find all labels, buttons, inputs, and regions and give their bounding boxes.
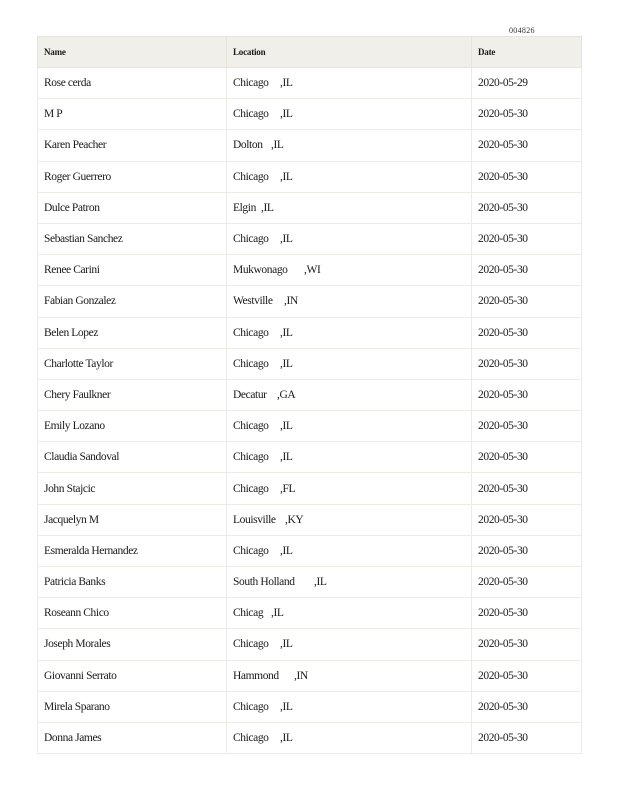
cell-location xyxy=(227,411,472,442)
location-city: Dolton xyxy=(233,139,263,152)
table-row xyxy=(38,192,582,223)
header-name: Name xyxy=(38,37,227,68)
table-row xyxy=(38,411,582,442)
cell-date: 2020-05-30 xyxy=(472,473,582,504)
location-separator: , xyxy=(280,482,283,495)
table-row xyxy=(38,535,582,566)
location-state: IN xyxy=(286,295,298,308)
location-state: IL xyxy=(282,170,293,183)
location-city: Decatur xyxy=(233,388,267,401)
document-id: 004826 xyxy=(509,26,535,35)
cell-name: Roger Guerrero xyxy=(38,161,227,192)
cell-name: John Stajcic xyxy=(38,473,227,504)
cell-location xyxy=(227,691,472,722)
location-city: Chicago xyxy=(233,732,269,745)
location-city: Chicago xyxy=(233,544,269,557)
location-city: Chicago xyxy=(233,700,269,713)
location-state: IN xyxy=(296,669,308,682)
table-body xyxy=(38,68,582,754)
cell-name: Patricia Banks xyxy=(38,567,227,598)
table-row xyxy=(38,286,582,317)
location-separator: , xyxy=(280,451,283,464)
cell-name: Renee Carini xyxy=(38,255,227,286)
cell-location xyxy=(227,504,472,535)
cell-name: M P xyxy=(38,99,227,130)
cell-date: 2020-05-30 xyxy=(472,442,582,473)
table-row xyxy=(38,317,582,348)
cell-location xyxy=(227,68,472,99)
cell-name: Dulce Patron xyxy=(38,192,227,223)
table-row xyxy=(38,722,582,753)
location-city: Chicago xyxy=(233,451,269,464)
location-state: GA xyxy=(279,388,296,401)
location-state: IL xyxy=(282,451,293,464)
location-city: Chicago xyxy=(233,420,269,433)
location-state: IL xyxy=(282,420,293,433)
table-row xyxy=(38,379,582,410)
cell-name: Sebastian Sanchez xyxy=(38,223,227,254)
table-row xyxy=(38,348,582,379)
cell-date: 2020-05-30 xyxy=(472,722,582,753)
cell-location xyxy=(227,286,472,317)
location-separator: , xyxy=(280,420,283,433)
location-city: Chicago xyxy=(233,170,269,183)
cell-date: 2020-05-30 xyxy=(472,660,582,691)
location-separator: , xyxy=(280,170,283,183)
location-state: IL xyxy=(282,77,293,90)
cell-name: Mirela Sparano xyxy=(38,691,227,722)
cell-location xyxy=(227,130,472,161)
table-row xyxy=(38,161,582,192)
location-separator: , xyxy=(280,700,283,713)
cell-name: Roseann Chico xyxy=(38,598,227,629)
location-state: IL xyxy=(263,201,274,214)
signature-table xyxy=(37,36,582,754)
location-city: Hammond xyxy=(233,669,279,682)
cell-location xyxy=(227,99,472,130)
cell-location xyxy=(227,722,472,753)
cell-name: Charlotte Taylor xyxy=(38,348,227,379)
cell-location xyxy=(227,598,472,629)
location-state: IL xyxy=(282,732,293,745)
location-separator: , xyxy=(261,201,264,214)
location-separator: , xyxy=(314,576,317,589)
cell-name: Emily Lozano xyxy=(38,411,227,442)
location-city: Chicago xyxy=(233,108,269,121)
location-city: South Holland xyxy=(233,576,295,589)
cell-name: Karen Peacher xyxy=(38,130,227,161)
location-separator: , xyxy=(271,607,274,620)
table-row xyxy=(38,504,582,535)
location-separator: , xyxy=(280,108,283,121)
location-city: Chicag xyxy=(233,607,264,620)
table-row xyxy=(38,598,582,629)
table-row xyxy=(38,660,582,691)
cell-location xyxy=(227,379,472,410)
cell-date: 2020-05-30 xyxy=(472,99,582,130)
location-separator: , xyxy=(277,388,280,401)
table-row xyxy=(38,629,582,660)
cell-date: 2020-05-30 xyxy=(472,130,582,161)
cell-name: Chery Faulkner xyxy=(38,379,227,410)
location-separator: , xyxy=(280,638,283,651)
table-row xyxy=(38,99,582,130)
cell-date: 2020-05-30 xyxy=(472,286,582,317)
cell-location xyxy=(227,473,472,504)
header-row xyxy=(38,37,582,68)
location-city: Louisville xyxy=(233,513,276,526)
location-separator: , xyxy=(285,513,288,526)
location-separator: , xyxy=(284,295,287,308)
location-city: Chicago xyxy=(233,326,269,339)
location-separator: , xyxy=(280,326,283,339)
location-city: Elgin xyxy=(233,201,256,214)
table-row xyxy=(38,255,582,286)
table-row xyxy=(38,130,582,161)
location-state: KY xyxy=(287,513,304,526)
location-state: IL xyxy=(282,108,293,121)
cell-date: 2020-05-30 xyxy=(472,598,582,629)
cell-date: 2020-05-30 xyxy=(472,161,582,192)
location-state: IL xyxy=(282,700,293,713)
table-row xyxy=(38,567,582,598)
cell-date: 2020-05-30 xyxy=(472,317,582,348)
location-state: IL xyxy=(316,576,327,589)
header-location: Location xyxy=(227,37,472,68)
location-city: Mukwonago xyxy=(233,264,288,277)
cell-location xyxy=(227,161,472,192)
cell-name: Belen Lopez xyxy=(38,317,227,348)
cell-name: Jacquelyn M xyxy=(38,504,227,535)
location-city: Chicago xyxy=(233,77,269,90)
location-state: IL xyxy=(273,139,284,152)
table-row xyxy=(38,442,582,473)
cell-date: 2020-05-30 xyxy=(472,411,582,442)
cell-date: 2020-05-30 xyxy=(472,504,582,535)
location-separator: , xyxy=(280,732,283,745)
location-state: IL xyxy=(282,357,293,370)
location-city: Chicago xyxy=(233,482,269,495)
location-separator: , xyxy=(304,264,307,277)
cell-location xyxy=(227,348,472,379)
cell-date: 2020-05-30 xyxy=(472,629,582,660)
cell-name: Joseph Morales xyxy=(38,629,227,660)
location-state: IL xyxy=(282,326,293,339)
cell-location xyxy=(227,660,472,691)
cell-date: 2020-05-30 xyxy=(472,192,582,223)
location-state: IL xyxy=(282,233,293,246)
cell-date: 2020-05-30 xyxy=(472,567,582,598)
location-separator: , xyxy=(271,139,274,152)
cell-date: 2020-05-30 xyxy=(472,535,582,566)
cell-location xyxy=(227,192,472,223)
location-separator: , xyxy=(280,233,283,246)
location-state: WI xyxy=(306,264,321,277)
location-city: Chicago xyxy=(233,357,269,370)
header-date: Date xyxy=(472,37,582,68)
location-state: IL xyxy=(282,544,293,557)
location-state: IL xyxy=(273,607,284,620)
table-row xyxy=(38,223,582,254)
cell-location xyxy=(227,567,472,598)
cell-date: 2020-05-30 xyxy=(472,379,582,410)
cell-location xyxy=(227,535,472,566)
location-city: Westville xyxy=(233,295,273,308)
location-state: FL xyxy=(282,482,296,495)
cell-location xyxy=(227,629,472,660)
cell-name: Fabian Gonzalez xyxy=(38,286,227,317)
cell-name: Giovanni Serrato xyxy=(38,660,227,691)
cell-date: 2020-05-30 xyxy=(472,255,582,286)
table-row xyxy=(38,691,582,722)
cell-location xyxy=(227,442,472,473)
table-row xyxy=(38,473,582,504)
cell-location xyxy=(227,255,472,286)
location-separator: , xyxy=(280,77,283,90)
cell-date: 2020-05-29 xyxy=(472,68,582,99)
cell-name: Rose cerda xyxy=(38,68,227,99)
location-state: IL xyxy=(282,638,293,651)
cell-date: 2020-05-30 xyxy=(472,691,582,722)
cell-name: Donna James xyxy=(38,722,227,753)
location-separator: , xyxy=(280,357,283,370)
location-separator: , xyxy=(294,669,297,682)
cell-date: 2020-05-30 xyxy=(472,348,582,379)
cell-location xyxy=(227,317,472,348)
location-city: Chicago xyxy=(233,233,269,246)
location-separator: , xyxy=(280,544,283,557)
cell-name: Esmeralda Hernandez xyxy=(38,535,227,566)
cell-date: 2020-05-30 xyxy=(472,223,582,254)
cell-name: Claudia Sandoval xyxy=(38,442,227,473)
table-row xyxy=(38,68,582,99)
cell-location xyxy=(227,223,472,254)
location-city: Chicago xyxy=(233,638,269,651)
